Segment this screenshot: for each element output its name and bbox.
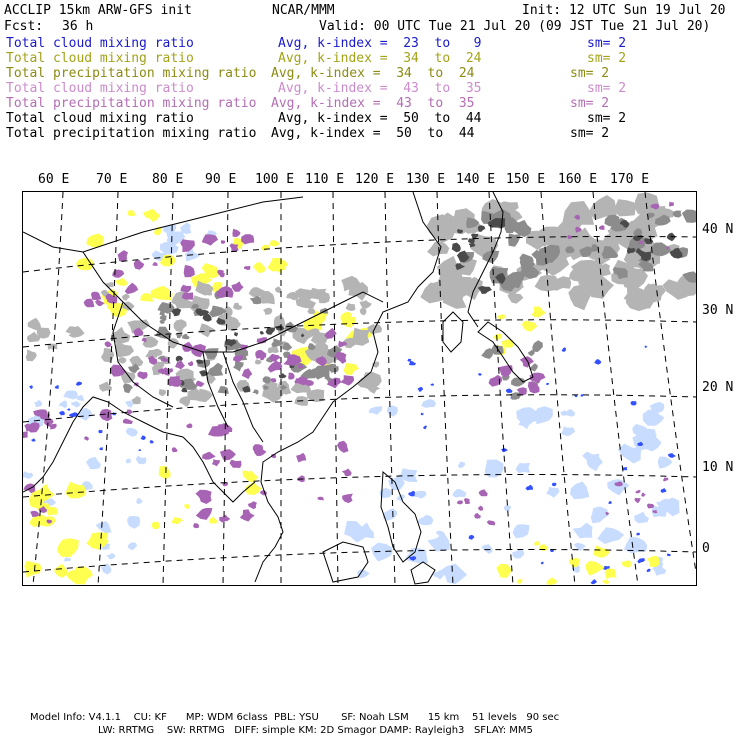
gray-cloud (532, 340, 543, 352)
gray-cloud (179, 396, 191, 407)
purple-cloud (457, 500, 463, 504)
yellow-cloud (57, 538, 79, 557)
gray-cloud (263, 308, 272, 315)
gray-cloud (204, 348, 219, 359)
lon-label: 120 E (355, 172, 395, 187)
yellow-cloud (209, 517, 217, 524)
gray-cloud (360, 308, 367, 316)
gray-cloud (28, 318, 42, 330)
purple-cloud (202, 452, 216, 460)
blue-cloud (478, 373, 482, 376)
purple-cloud (186, 423, 192, 428)
legend-sm: sm= 2 (570, 66, 610, 81)
light-blue-cloud (23, 471, 33, 479)
purple-cloud (23, 432, 28, 439)
gray-cloud (159, 389, 167, 396)
purple-cloud (196, 490, 212, 504)
legend-avg: Avg, k-index = 34 to 24 (278, 51, 482, 66)
purple-cloud (634, 498, 640, 504)
light-blue-cloud (481, 544, 492, 554)
light-blue-cloud (358, 570, 370, 579)
blue-cloud (138, 449, 141, 451)
legend-sm: sm= 2 (587, 51, 627, 66)
lon-label: 100 E (255, 172, 295, 187)
light-blue-cloud (597, 527, 624, 544)
gray-cloud (26, 349, 37, 361)
purple-cloud (647, 504, 654, 509)
gray-cloud (346, 303, 356, 311)
legend-sm: sm= 2 (587, 81, 627, 96)
purple-cloud (219, 515, 230, 523)
blue-cloud (67, 408, 70, 410)
gray-cloud (199, 323, 215, 337)
legend-avg: Avg, k-index = 50 to 44 (271, 126, 475, 141)
gray-cloud (253, 389, 259, 394)
light-blue-cloud (513, 524, 530, 538)
light-blue-cloud (128, 542, 138, 550)
model-info-line2: LW: RRTMG SW: RRTMG DIFF: simple KM: 2D Smagor DAMP: Rayleigh3 SFLAY: MM5 (98, 725, 533, 736)
blue-cloud (667, 553, 671, 556)
legend-sm: sm= 2 (570, 126, 610, 141)
yellow-cloud (269, 240, 280, 246)
purple-cloud (479, 489, 488, 496)
purple-cloud (30, 511, 39, 517)
purple-cloud (118, 250, 129, 262)
gray-cloud (152, 349, 162, 356)
purple-cloud (318, 497, 325, 501)
light-blue-cloud (387, 405, 398, 416)
lon-label: 70 E (96, 172, 128, 187)
title-center: NCAR/MMM (272, 3, 335, 18)
purple-cloud (498, 365, 513, 376)
purple-cloud (91, 292, 102, 300)
gray-cloud (196, 360, 204, 365)
light-blue-cloud (136, 498, 143, 504)
blue-cloud (408, 491, 415, 497)
field-layer (23, 193, 696, 585)
lon-label: 110 E (305, 172, 345, 187)
purple-cloud (100, 409, 113, 421)
purple-cloud (188, 361, 193, 366)
legend-avg: Avg, k-index = 43 to 35 (271, 96, 475, 111)
lon-label: 80 E (152, 172, 184, 187)
light-blue-cloud (71, 401, 81, 408)
purple-cloud (489, 375, 503, 387)
gray-cloud (175, 333, 182, 338)
gray-cloud (682, 210, 696, 223)
purple-cloud (230, 460, 242, 468)
blue-cloud (423, 426, 427, 430)
legend-sm: sm= 2 (587, 36, 627, 51)
lon-label: 130 E (406, 172, 446, 187)
coastline (443, 312, 463, 352)
lat-label: 20 N (702, 380, 734, 395)
purple-cloud (112, 270, 124, 278)
legend-avg: Avg, k-index = 23 to 9 (278, 36, 482, 51)
gray-cloud (118, 357, 126, 364)
gray-cloud (255, 360, 261, 365)
yellow-cloud (585, 561, 605, 576)
gray-cloud (234, 332, 238, 337)
light-blue-cloud (101, 563, 112, 575)
legend-field: Total cloud mixing ratio (6, 81, 194, 96)
purple-cloud (260, 490, 267, 495)
purple-cloud (478, 506, 483, 511)
yellow-cloud (54, 564, 68, 578)
purple-cloud (134, 260, 145, 270)
purple-cloud (520, 356, 534, 367)
blue-cloud (594, 359, 601, 365)
gray-cloud (266, 327, 276, 335)
lon-label: 60 E (38, 172, 70, 187)
yellow-cloud (115, 278, 127, 286)
yellow-cloud (184, 504, 190, 509)
lon-label: 160 E (558, 172, 598, 187)
light-blue-cloud (96, 521, 112, 533)
gray-cloud (123, 383, 133, 393)
purple-cloud (337, 441, 349, 453)
light-blue-cloud (58, 400, 67, 408)
light-blue-cloud (126, 428, 138, 437)
lon-label: 150 E (506, 172, 546, 187)
lat-label: 30 N (702, 303, 734, 318)
yellow-cloud (493, 334, 502, 340)
yellow-cloud (605, 568, 617, 578)
gray-cloud (233, 303, 242, 310)
gray-cloud (174, 319, 187, 332)
purple-cloud (193, 523, 199, 528)
title-left: ACCLIP 15km ARW-GFS init (4, 3, 192, 18)
light-blue-cloud (77, 395, 85, 401)
purple-cloud (342, 469, 352, 477)
purple-cloud (474, 513, 481, 519)
legend-field: Total precipitation mixing ratio (6, 66, 257, 81)
purple-cloud (220, 449, 236, 461)
gray-cloud (508, 233, 521, 247)
light-blue-cloud (136, 456, 147, 465)
light-blue-cloud (458, 462, 466, 469)
gray-cloud (478, 225, 486, 232)
yellow-cloud (254, 262, 266, 273)
blue-cloud (661, 488, 667, 493)
legend-field: Total precipitation mixing ratio (6, 126, 257, 141)
purple-cloud (172, 447, 178, 452)
model-info-line1: Model Info: V4.1.1 CU: KF MP: WDM 6class PBL: YSU SF: Noah LSM 15 km 51 levels 90 sec (30, 712, 560, 723)
legend-avg: Avg, k-index = 50 to 44 (278, 111, 482, 126)
blue-cloud (591, 579, 598, 584)
light-blue-cloud (516, 463, 531, 473)
purple-cloud (242, 368, 253, 379)
yellow-cloud (152, 522, 160, 530)
purple-cloud (663, 478, 669, 482)
yellow-cloud (546, 578, 557, 585)
gray-cloud (568, 284, 595, 310)
light-blue-cloud (546, 487, 560, 498)
latitude-line (23, 475, 696, 498)
purple-cloud (635, 490, 640, 494)
purple-cloud (464, 498, 470, 504)
blue-cloud (59, 411, 65, 416)
gray-cloud (101, 348, 114, 363)
yellow-cloud (171, 517, 183, 524)
light-blue-cloud (106, 553, 115, 560)
blue-cloud (141, 436, 147, 441)
light-blue-cloud (126, 459, 131, 464)
coastline (183, 437, 255, 502)
blue-cloud (637, 558, 645, 563)
yellow-cloud (603, 580, 610, 585)
purple-cloud (271, 378, 277, 382)
init-time: Init: 12 UTC Sun 19 Jul 20 (522, 3, 726, 18)
light-blue-cloud (127, 516, 140, 529)
blue-cloud (546, 383, 549, 385)
blue-cloud (506, 389, 513, 394)
light-blue-cloud (34, 400, 42, 407)
valid-time: Valid: 00 UTC Tue 21 Jul 20 (09 JST Tue 21 Jul 20) (319, 19, 711, 34)
gray-cloud (156, 327, 171, 339)
purple-cloud (123, 419, 133, 425)
legend-avg: Avg, k-index = 43 to 35 (278, 81, 482, 96)
legend-sm: sm= 2 (570, 96, 610, 111)
yellow-cloud (143, 209, 160, 222)
longitude-line (385, 192, 395, 585)
purple-cloud (232, 229, 240, 237)
gray-cloud (307, 307, 315, 314)
yellow-cloud (534, 541, 540, 546)
light-blue-cloud (86, 457, 101, 469)
gray-cloud (116, 342, 135, 358)
purple-cloud (342, 494, 353, 504)
light-blue-cloud (369, 406, 383, 415)
legend-sm: sm= 2 (587, 111, 627, 126)
purple-cloud (288, 373, 295, 380)
blue-cloud (150, 440, 154, 443)
light-blue-cloud (421, 399, 436, 408)
gray-cloud (673, 211, 682, 218)
blue-cloud (421, 413, 424, 416)
purple-cloud (244, 266, 250, 270)
blue-cloud (469, 535, 475, 540)
yellow-cloud (73, 566, 93, 584)
blue-cloud (76, 382, 82, 386)
purple-cloud (487, 520, 496, 525)
light-blue-cloud (78, 408, 93, 421)
legend-field: Total precipitation mixing ratio (6, 96, 257, 111)
gray-cloud (122, 294, 130, 301)
blue-cloud (99, 447, 103, 450)
yellow-cloud (128, 210, 135, 216)
light-blue-cloud (572, 523, 592, 539)
gray-cloud (478, 286, 492, 294)
yellow-cloud (517, 579, 523, 584)
gray-cloud (197, 389, 213, 403)
legend-field: Total cloud mixing ratio (6, 51, 194, 66)
light-blue-cloud (587, 454, 603, 471)
light-blue-cloud (512, 549, 524, 559)
yellow-cloud (86, 234, 103, 248)
blue-cloud (646, 569, 650, 572)
yellow-cloud (622, 560, 631, 567)
blue-cloud (98, 430, 102, 433)
purple-cloud (95, 300, 105, 307)
purple-cloud (105, 341, 112, 347)
lat-label: 10 N (702, 460, 734, 475)
purple-cloud (175, 360, 185, 369)
light-blue-cloud (566, 409, 575, 417)
light-blue-cloud (607, 479, 630, 496)
gray-cloud (359, 300, 372, 309)
legend-field: Total cloud mixing ratio (6, 36, 194, 51)
purple-cloud (340, 375, 354, 386)
blue-cloud (541, 562, 544, 565)
yellow-cloud (496, 564, 513, 578)
purple-cloud (231, 281, 243, 291)
gray-cloud (176, 356, 183, 362)
gray-cloud (182, 334, 190, 340)
lat-label: 0 (702, 541, 710, 556)
light-blue-cloud (405, 548, 428, 563)
purple-cloud (248, 501, 257, 509)
gray-cloud (218, 386, 229, 394)
light-blue-cloud (371, 543, 393, 562)
gray-cloud (207, 363, 223, 376)
light-blue-cloud (414, 491, 427, 499)
purple-cloud (669, 202, 674, 207)
gray-cloud (263, 376, 271, 383)
gray-cloud (615, 199, 636, 216)
light-blue-cloud (440, 564, 467, 585)
blue-cloud (552, 483, 556, 487)
purple-cloud (152, 262, 157, 266)
longitude-line (333, 192, 338, 585)
blue-cloud (562, 347, 566, 352)
legend-field: Total cloud mixing ratio (6, 111, 194, 126)
yellow-cloud (522, 321, 537, 332)
lon-label: 140 E (456, 172, 496, 187)
blue-cloud (526, 485, 534, 491)
map-panel (22, 191, 697, 586)
blue-cloud (55, 385, 59, 389)
yellow-cloud (593, 545, 610, 558)
light-blue-cloud (504, 505, 511, 511)
blue-cloud (32, 438, 36, 441)
blue-cloud (418, 387, 424, 392)
purple-cloud (641, 493, 646, 497)
gray-cloud (279, 373, 287, 378)
purple-cloud (240, 509, 255, 521)
fcst-value: 36 h (62, 19, 94, 34)
purple-cloud (202, 234, 218, 245)
yellow-cloud (343, 363, 359, 375)
purple-cloud (599, 225, 605, 230)
fcst-label: Fcst: (4, 19, 44, 34)
lon-label: 90 E (205, 172, 237, 187)
purple-cloud (233, 355, 244, 362)
gray-cloud (233, 361, 244, 371)
yellow-cloud (262, 245, 270, 251)
blue-cloud (631, 401, 637, 406)
gray-cloud (260, 331, 264, 335)
purple-cloud (229, 243, 238, 252)
blue-cloud (668, 453, 676, 458)
light-blue-cloud (561, 427, 576, 437)
gray-cloud (443, 289, 467, 309)
purple-cloud (255, 350, 266, 359)
blue-cloud (645, 346, 648, 348)
gray-cloud (106, 282, 114, 288)
legend-avg: Avg, k-index = 34 to 24 (271, 66, 475, 81)
lat-label: 40 N (702, 222, 734, 237)
blue-cloud (608, 501, 612, 504)
gray-cloud (481, 348, 494, 359)
yellow-cloud (531, 306, 546, 317)
gray-cloud (250, 296, 261, 304)
coastline (411, 562, 435, 584)
blue-cloud (501, 448, 508, 452)
lon-label: 170 E (610, 172, 650, 187)
purple-cloud (296, 453, 306, 463)
purple-cloud (84, 436, 89, 441)
gray-cloud (330, 366, 339, 373)
map-canvas (23, 192, 696, 585)
light-blue-cloud (658, 457, 673, 469)
latitude-line (23, 395, 696, 422)
yellow-cloud (497, 314, 506, 319)
light-blue-cloud (570, 482, 589, 500)
purple-cloud (184, 265, 195, 277)
light-blue-cloud (64, 557, 72, 562)
yellow-cloud (647, 556, 659, 568)
yellow-cloud (159, 466, 171, 479)
yellow-cloud (151, 286, 173, 301)
purple-cloud (196, 508, 213, 520)
purple-cloud (137, 371, 147, 379)
light-blue-cloud (417, 515, 433, 526)
light-blue-cloud (634, 512, 649, 524)
light-blue-cloud (344, 521, 367, 543)
blue-cloud (29, 385, 33, 389)
blue-cloud (636, 533, 640, 536)
purple-cloud (212, 459, 220, 466)
gray-cloud (452, 243, 461, 253)
blue-cloud (431, 383, 435, 385)
purple-cloud (268, 361, 283, 373)
blue-cloud (574, 395, 577, 397)
light-blue-cloud (452, 489, 466, 498)
yellow-cloud (24, 561, 41, 578)
purple-cloud (221, 240, 225, 244)
